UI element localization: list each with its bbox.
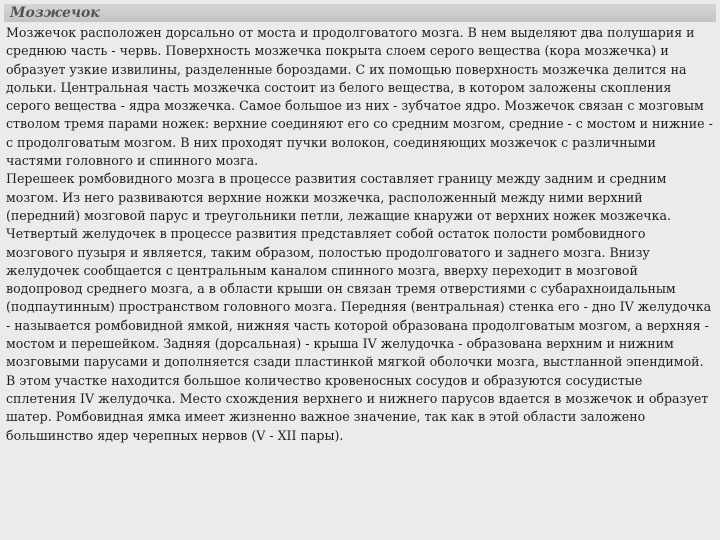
title-bar: [4, 4, 716, 22]
paragraph-isthmus: Перешеек ромбовидного мозга в процессе развития составляет границу между задним и средним мозгом. Из него развиваются верхние ножки мозжечка, расположенный между ними верхний (передний) мозговой парус и треугольники петли, лежащие кнаружи от верхних ножек мозжечка.: [6, 171, 672, 223]
paragraph-cerebellum: Мозжечок расположен дорсально от моста и продолговатого мозга. В нем выделяют два полушария и среднюю часть - червь. Поверхность мозжечка покрыта слоем серого вещества (кора мозжечка) и образует узкие извилины, разделенные бороздами. С их помощью поверхность мозжечка делится на дольки. Центральная часть мозжечка состоит из белого вещества, в котором заложены скопления серого вещества - ядра мозжечка. Самое большое из них - зубчатое ядро. Мозжечок связан с мозговым стволом тремя парами ножек: верхние соединяют его со средним мозгом, средние - с мостом и нижние - с продолговатым мозгом. В них проходят пучки волокон, соединяющих мозжечок с различными частями головного и спинного мозга.: [6, 25, 713, 169]
paragraph-fourth-ventricle: Четвертый желудочек в процессе развития представляет собой остаток полости ромбовидного мозгового пузыря и является, таким образом, полостью продолговатого и заднего мозга. Внизу желудочек сообщается с центральным каналом спинного мозга, вверху переходит в мозговой водопровод среднего мозга, а в области крыши он связан тремя отверстиями с субарахноидальным (подпаутинным) пространством головного мозга. Передняя (вентральная) стенка его - дно IV желудочка - называется ромбовидной ямкой, нижняя часть которой образована продолговатым мозгом, а верхняя - мостом и перешейком. Задняя (дорсальная) - крыша IV желудочка - образована верхним и нижним мозговыми парусами и дополняется сзади пластинкой мягкой оболочки мозга, выстланной эпендимой. В этом участке находится большое количество кровеносных сосудов и образуются сосудистые сплетения IV желудочка. Место схождения верхнего и нижнего парусов вдается в мозжечок и образует шатер. Ромбовидная ямка имеет жизненно важное значение, так как в этой области заложено большинство ядер черепных нервов (V - XII пары).: [6, 226, 712, 443]
slide-title: Мозжечок: [10, 5, 100, 21]
body-text: [6, 24, 714, 445]
